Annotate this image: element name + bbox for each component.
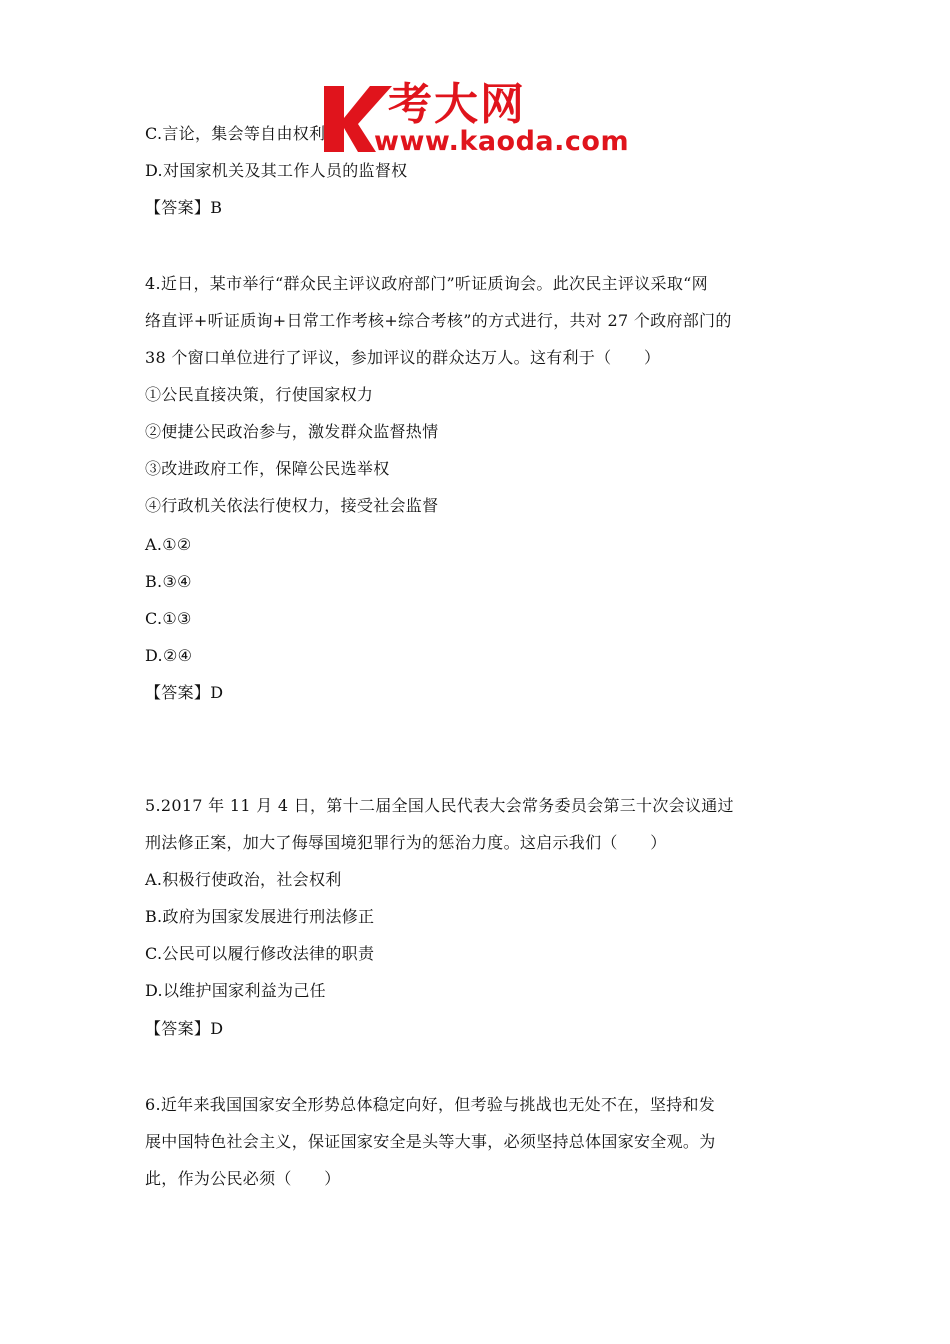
question-5-line-2: 刑法修正案，加大了侮辱国境犯罪行为的惩治力度。这启示我们（ ） xyxy=(145,833,667,852)
option-3d: D.对国家机关及其工作人员的监督权 xyxy=(145,161,408,180)
question-4-line-1: 4.近日，某市举行“群众民主评议政府部门”听证质询会。此次民主评议采取“网 xyxy=(145,274,708,293)
option-5c: C.公民可以履行修改法律的职责 xyxy=(145,944,375,963)
option-5d: D.以维护国家利益为己任 xyxy=(145,981,326,1000)
question-4-line-3: 38 个窗口单位进行了评议，参加评议的群众达万人。这有利于（ ） xyxy=(145,348,661,367)
question-6-line-3: 此，作为公民必须（ ） xyxy=(145,1169,341,1188)
option-4b: B.③④ xyxy=(145,572,192,591)
logo-chinese-name: 考大网 xyxy=(388,79,526,130)
option-4d: D.②④ xyxy=(145,646,193,665)
logo-url: www.kaoda.com xyxy=(374,126,630,157)
statement-4: ④行政机关依法行使权力，接受社会监督 xyxy=(145,496,439,515)
option-4c: C.①③ xyxy=(145,609,192,628)
question-6-line-1: 6.近年来我国国家安全形势总体稳定向好，但考验与挑战也无处不在，坚持和发 xyxy=(145,1095,716,1114)
kaoda-logo xyxy=(318,78,648,160)
option-3c: C.言论，集会等自由权利 xyxy=(145,124,326,143)
answer-5: 【答案】D xyxy=(145,1019,224,1038)
statement-3: ③改进政府工作，保障公民选举权 xyxy=(145,459,390,478)
answer-3: 【答案】B xyxy=(145,198,223,217)
statement-2: ②便捷公民政治参与，激发群众监督热情 xyxy=(145,422,439,441)
option-5b: B.政府为国家发展进行刑法修正 xyxy=(145,907,375,926)
option-4a: A.①② xyxy=(145,535,192,554)
answer-4: 【答案】D xyxy=(145,683,224,702)
option-5a: A.积极行使政治，社会权利 xyxy=(145,870,342,889)
question-4-line-2: 络直评+听证质询+日常工作考核+综合考核”的方式进行，共对 27 个政府部门的 xyxy=(145,311,732,330)
statement-1: ①公民直接决策，行使国家权力 xyxy=(145,385,374,404)
question-5-line-1: 5.2017 年 11 月 4 日，第十二届全国人民代表大会常务委员会第三十次会议通过 xyxy=(145,796,734,815)
question-6-line-2: 展中国特色社会主义，保证国家安全是头等大事，必须坚持总体国家安全观。为 xyxy=(145,1132,716,1151)
